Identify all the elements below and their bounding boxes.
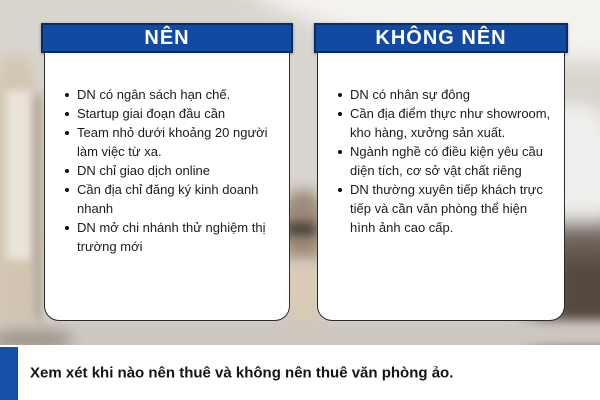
caption-accent-bar — [0, 347, 18, 400]
list-item: Cần địa điểm thực như showroom, kho hàng, xưởng sản xuất. — [336, 104, 552, 142]
nen-card-title: NÊN — [144, 26, 190, 49]
khong-nen-card-body — [317, 53, 565, 321]
background-door-panel — [6, 90, 32, 260]
nen-card-header — [41, 23, 293, 53]
nen-bullet-list — [63, 85, 277, 256]
list-item: DN có nhân sự đông — [336, 85, 552, 104]
list-item: Team nhỏ dưới khoảng 20 người làm việc từ xa. — [63, 123, 277, 161]
list-item: DN thường xuyên tiếp khách trực tiếp và cần văn phòng thể hiện hình ảnh cao cấp. — [336, 180, 552, 237]
list-item: Startup giai đoạn đầu cần — [63, 104, 277, 123]
background-floor-band — [0, 320, 600, 348]
list-item: Ngành nghề có điều kiện yêu cầu diện tích, cơ sở vật chất riêng — [336, 142, 552, 180]
nen-card — [44, 23, 290, 321]
caption-text: Xem xét khi nào nên thuê và không nên thuê văn phòng ảo. — [30, 364, 454, 381]
caption-bar — [0, 345, 600, 400]
background-furniture-blur — [286, 222, 316, 236]
list-item: Cần địa chỉ đăng ký kinh doanh nhanh — [63, 180, 277, 218]
list-item: DN mở chi nhánh thử nghiệm thị trường mới — [63, 218, 277, 256]
nen-card-body — [44, 53, 290, 321]
background-door-frame — [34, 95, 42, 345]
khong-nen-bullet-list — [336, 85, 552, 237]
khong-nen-card — [317, 23, 565, 321]
list-item: DN chỉ giao dịch online — [63, 161, 277, 180]
khong-nen-card-title: KHÔNG NÊN — [375, 26, 507, 49]
khong-nen-card-header — [314, 23, 568, 53]
list-item: DN có ngân sách hạn chế. — [63, 85, 277, 104]
